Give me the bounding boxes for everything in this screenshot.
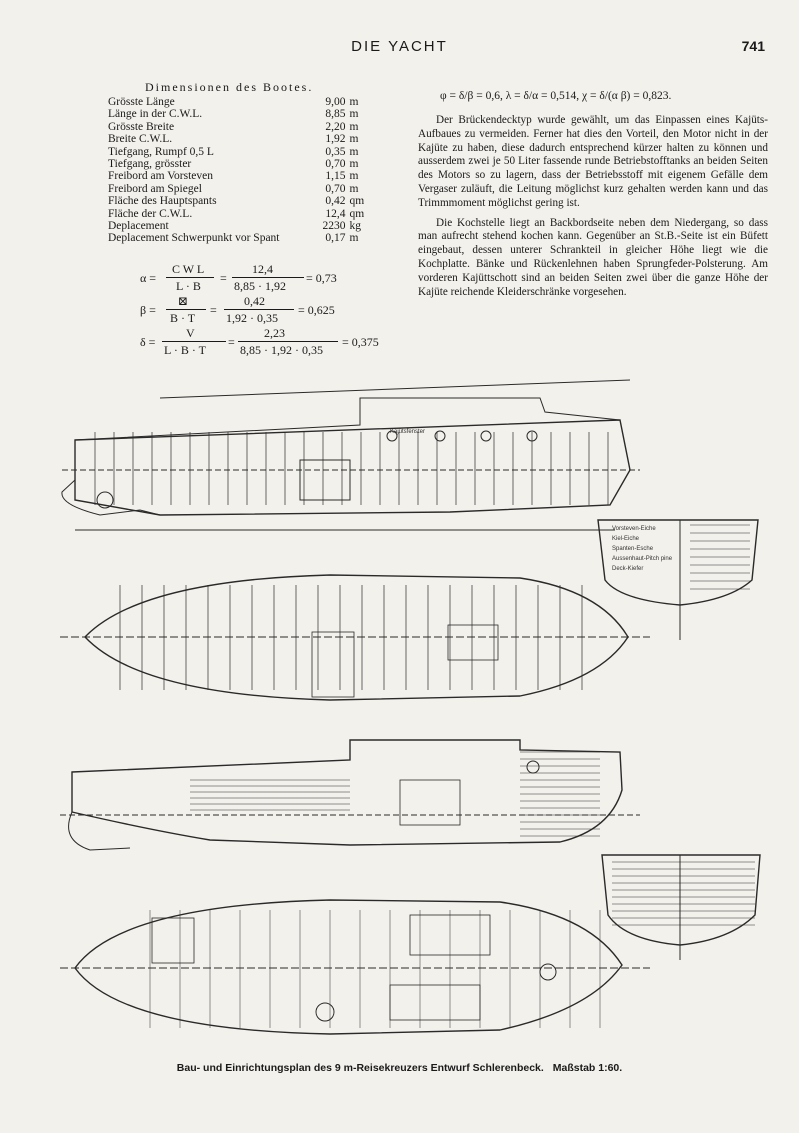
dimension-value: 2,20: [325, 120, 346, 133]
dimension-value: 12,4: [325, 207, 346, 220]
dimension-unit: kg: [349, 220, 361, 233]
dimension-unit: m: [349, 158, 359, 171]
cabin-cross-section-drawing: [602, 855, 760, 960]
dimension-unit: qm: [349, 207, 365, 220]
header-title: DIE YACHT: [351, 38, 448, 55]
hatch-icon: [540, 964, 556, 980]
dimension-label: Breite C.W.L.: [108, 133, 173, 146]
dimension-label: Freibord am Vorsteven: [108, 170, 213, 183]
figure-caption: [0, 1062, 799, 1074]
porthole-icon: [435, 431, 445, 441]
dimension-label: Freibord am Spiegel: [108, 182, 202, 195]
dimension-unit: m: [349, 182, 359, 195]
dimension-unit: m: [349, 133, 359, 146]
dimension-unit: qm: [349, 195, 365, 208]
formula-alpha: α = C W L L · B = 12,4 8,85 · 1,92 = 0,73: [140, 262, 337, 293]
dimension-label: Deplacement: [108, 220, 169, 233]
formula-beta: β = ⊠ B · T = 0,42 1,92 · 0,35 = 0,625: [140, 294, 335, 325]
dimension-unit: m: [349, 108, 359, 121]
dimension-label: Länge in der C.W.L.: [108, 108, 203, 121]
dimension-unit: m: [349, 96, 359, 108]
dimension-value: 0,70: [325, 158, 346, 171]
dimension-value: 1,92: [325, 133, 346, 146]
dimension-label: Fläche des Hauptspants: [108, 195, 217, 208]
drawing-note-line: Kiel-Eiche: [612, 536, 640, 542]
accommodation-plan-drawing: [60, 900, 650, 1034]
page-number: 741: [741, 38, 765, 54]
engine-block: [300, 460, 350, 500]
dimension-value: 0,70: [325, 182, 346, 195]
dimension-value: 9,00: [325, 96, 346, 108]
dimension-value: 0,17: [325, 232, 346, 245]
dimension-value: 0,42: [325, 195, 346, 208]
dimension-value: 8,85: [325, 108, 346, 121]
drawing-note-line: Spanten-Esche: [612, 546, 654, 552]
dimension-value: 1,15: [325, 170, 346, 183]
dimension-label: Grösste Breite: [108, 120, 175, 133]
dimension-unit: m: [349, 145, 359, 158]
dimension-label: Deplacement Schwerpunkt vor Spant: [108, 232, 280, 245]
drawing-note-line: Deck-Kiefer: [612, 566, 644, 572]
ratio-line: φ = δ/β = 0,6, λ = δ/α = 0,514, χ = δ/(α β) = 0,823.: [440, 90, 672, 102]
paragraph-1: Der Brückendecktyp wurde gewählt, um das Einpassen eines Kajüts-Aufbaues zu vermeiden. Ferner hat dies den Vorteil, den Motor nicht in der Kajüte zu haben, diese dadurch entsprechend kürzer halten zu können und ausserdem zwei je 50 Liter fassende runde Betriebstofftanks an beiden Seiten des Motors so zu lagern, dass der Betriebsstoff mit eigenem Gefälle dem Vergaser zuläuft, die Leitung möglichst kurz gehalten werden kann und das Trimmmoment möglichst gering ist.: [418, 114, 768, 209]
dimensions-heading: Dimensionen des Bootes.: [145, 80, 314, 94]
dimension-label: Tiefgang, grösster: [108, 158, 192, 171]
side-elevation-drawing: [62, 380, 640, 530]
dimension-value: 0,35: [325, 145, 346, 158]
porthole-icon: [527, 761, 539, 773]
inboard-profile-drawing: [60, 740, 640, 850]
deck-plan-drawing: [60, 575, 650, 700]
paragraph-2: Die Kochstelle liegt an Backbordseite neben dem Niedergang, so dass man aufrecht stehend kochen kann. Gegenüber an St.B.-Seite ist ein Büfett eingebaut, dessen unterer Schrankteil in gleicher Höhe liegt wie die Kochplatte. Bänke und Rückenlehnen haben Sprungfeder-Polsterung. Am vorderen Kajüttschott sind an beiden Seiten zwei über die ganze Höhe der Kajüte reichende Kleiderschränke vorgesehen.: [418, 216, 768, 298]
formula-delta: δ = V L · B · T = 2,23 8,85 · 1,92 · 0,35 = 0,375: [140, 326, 379, 357]
caption-text: Bau- und Einrichtungsplan des 9 m-Reisekreuzers Entwurf Schlerenbeck.: [176, 1062, 544, 1074]
toilet-icon: [316, 1003, 334, 1021]
dimension-label: Tiefgang, Rumpf 0,5 L: [108, 145, 214, 158]
dimension-value: 2230: [322, 220, 346, 233]
dimension-unit: m: [349, 170, 359, 183]
caption-scale: Maßstab 1:60.: [552, 1062, 623, 1074]
dimension-unit: m: [349, 232, 359, 245]
drawing-note-line: Aussenhaut-Pitch pine: [612, 556, 673, 562]
dimension-label: Grösste Länge: [108, 96, 175, 108]
porthole-icon: [481, 431, 491, 441]
drawing-label-cabin-window: Kajütsfenster: [390, 429, 426, 435]
dimension-unit: m: [349, 120, 359, 133]
drawing-note-line: Vorsteven-Eiche: [612, 526, 656, 532]
dimension-label: Fläche der C.W.L.: [108, 207, 193, 220]
